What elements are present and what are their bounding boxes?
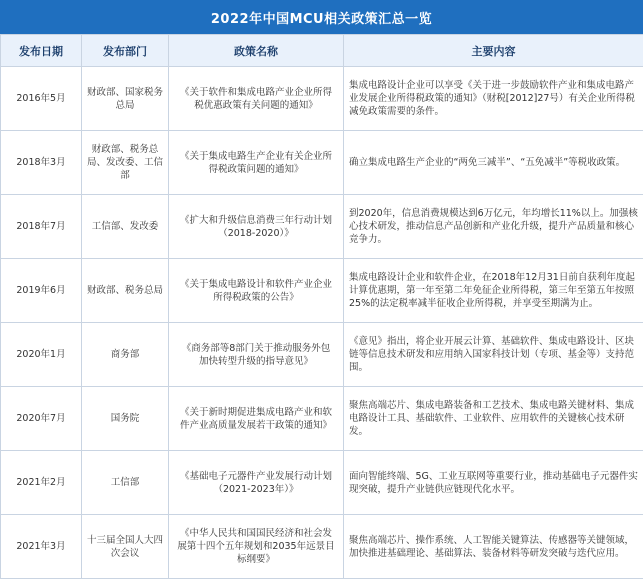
- header-department: 发布部门: [82, 35, 169, 67]
- table-title: 2022年中国MCU相关政策汇总一览: [0, 0, 643, 34]
- cell-policy-name: 《扩大和升级信息消费三年行动计划（2018-2020）》: [169, 195, 344, 259]
- table-row: [1, 259, 643, 323]
- cell-department: 财政部、国家税务总局: [82, 67, 169, 131]
- cell-department: 财政部、税务总局、发改委、工信部: [82, 131, 169, 195]
- cell-department: 工信部: [82, 451, 169, 515]
- table-row: [1, 451, 643, 515]
- cell-main-content: 到2020年，信息消费规模达到6万亿元，年均增长11%以上。加强核心技术研发，推动信息产品创新和产业化升级，提升产品质量和核心竞争力。: [344, 195, 643, 259]
- cell-policy-name: 《关于集成电路生产企业有关企业所得税政策问题的通知》: [169, 131, 344, 195]
- cell-date: 2020年1月: [1, 323, 82, 387]
- cell-main-content: 面向智能终端、5G、工业互联网等重要行业，推动基础电子元器件实现突破，提升产业链供应链现代化水平。: [344, 451, 643, 515]
- table-row: [1, 131, 643, 195]
- cell-department: 国务院: [82, 387, 169, 451]
- table-row: [1, 515, 643, 579]
- cell-policy-name: 《基础电子元器件产业发展行动计划（2021-2023年）》: [169, 451, 344, 515]
- cell-main-content: 聚焦高端芯片、操作系统、人工智能关键算法、传感器等关键领域，加快推进基础理论、基础算法、装备材料等研发突破与迭代应用。: [344, 515, 643, 579]
- table-header-row: [1, 35, 643, 67]
- cell-policy-name: 《关于新时期促进集成电路产业和软件产业高质量发展若干政策的通知》: [169, 387, 344, 451]
- cell-date: 2021年2月: [1, 451, 82, 515]
- table-row: [1, 67, 643, 131]
- cell-main-content: 《意见》指出，将企业开展云计算、基础软件、集成电路设计、区块链等信息技术研发和应用纳入国家科技计划（专项、基金等）支持范围。: [344, 323, 643, 387]
- header-main-content: 主要内容: [344, 35, 643, 67]
- cell-main-content: 确立集成电路生产企业的“两免三减半”、“五免减半”等税收政策。: [344, 131, 643, 195]
- cell-main-content: 集成电路设计企业可以享受《关于进一步鼓励软件产业和集成电路产业发展企业所得税政策的通知》（财税[2012]27号）有关企业所得税减免政策需要的条件。: [344, 67, 643, 131]
- cell-main-content: 集成电路设计企业和软件企业，在2018年12月31日前自获利年度起计算优惠期，第一年至第二年免征企业所得税，第三年至第五年按照25%的法定税率减半征收企业所得税，并享受至期满为止。: [344, 259, 643, 323]
- cell-department: 工信部、发改委: [82, 195, 169, 259]
- cell-department: 财政部、税务总局: [82, 259, 169, 323]
- table-row: [1, 387, 643, 451]
- cell-date: 2019年6月: [1, 259, 82, 323]
- cell-department: 商务部: [82, 323, 169, 387]
- header-policy-name: 政策名称: [169, 35, 344, 67]
- cell-date: 2016年5月: [1, 67, 82, 131]
- cell-policy-name: 《商务部等8部门关于推动服务外包加快转型升级的指导意见》: [169, 323, 344, 387]
- cell-date: 2018年7月: [1, 195, 82, 259]
- policy-table: [0, 34, 643, 579]
- cell-policy-name: 《关于集成电路设计和软件产业企业所得税政策的公告》: [169, 259, 344, 323]
- cell-date: 2021年3月: [1, 515, 82, 579]
- table-row: [1, 323, 643, 387]
- header-date: 发布日期: [1, 35, 82, 67]
- table-row: [1, 195, 643, 259]
- cell-department: 十三届全国人大四次会议: [82, 515, 169, 579]
- cell-main-content: 聚焦高端芯片、集成电路装备和工艺技术、集成电路关键材料、集成电路设计工具、基础软件、工业软件、应用软件的关键核心技术研发。: [344, 387, 643, 451]
- cell-policy-name: 《中华人民共和国国民经济和社会发展第十四个五年规划和2035年远景目标纲要》: [169, 515, 344, 579]
- cell-policy-name: 《关于软件和集成电路产业企业所得税优惠政策有关问题的通知》: [169, 67, 344, 131]
- cell-date: 2020年7月: [1, 387, 82, 451]
- cell-date: 2018年3月: [1, 131, 82, 195]
